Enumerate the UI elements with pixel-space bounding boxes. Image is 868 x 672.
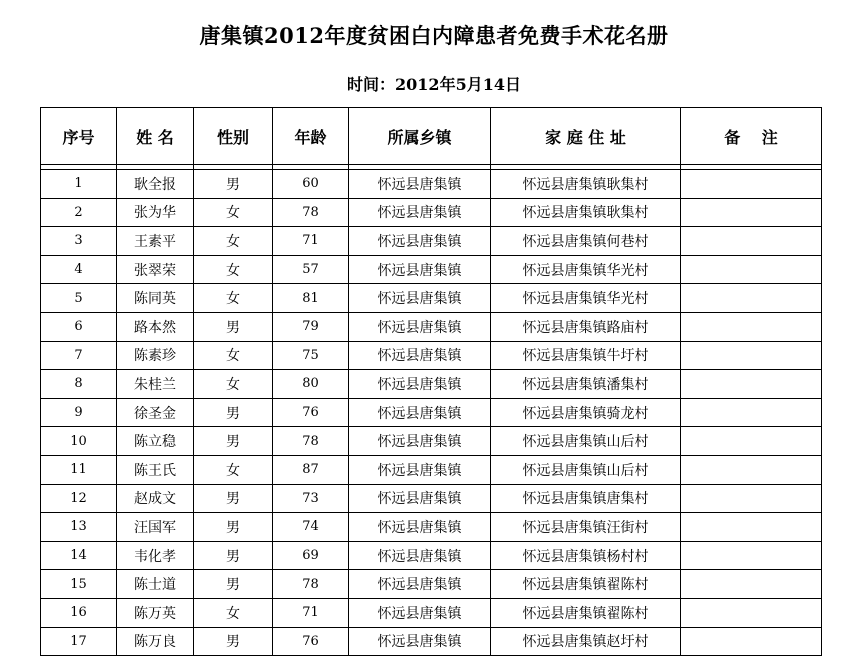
cell-sex: 女 bbox=[194, 370, 273, 399]
cell-no: 7 bbox=[41, 341, 117, 370]
cell-note bbox=[681, 198, 822, 227]
document-title: 唐集镇2012年度贫困白内障患者免费手术花名册 bbox=[199, 23, 669, 48]
cell-note bbox=[681, 484, 822, 513]
cell-name: 朱桂兰 bbox=[117, 370, 194, 399]
cell-note bbox=[681, 570, 822, 599]
cell-town: 怀远县唐集镇 bbox=[349, 255, 491, 284]
cell-sex: 男 bbox=[194, 484, 273, 513]
table-row bbox=[41, 570, 822, 599]
cell-age: 87 bbox=[273, 455, 349, 484]
cell-town: 怀远县唐集镇 bbox=[349, 484, 491, 513]
cell-note bbox=[681, 255, 822, 284]
cell-name: 王素平 bbox=[117, 227, 194, 256]
table-row bbox=[41, 513, 822, 542]
cell-name: 韦化孝 bbox=[117, 541, 194, 570]
cell-sex: 男 bbox=[194, 541, 273, 570]
cell-address: 怀远县唐集镇华光村 bbox=[491, 255, 681, 284]
cell-note bbox=[681, 227, 822, 256]
cell-sex: 女 bbox=[194, 341, 273, 370]
table-row bbox=[41, 398, 822, 427]
table-row bbox=[41, 312, 822, 341]
cell-note bbox=[681, 312, 822, 341]
cell-age: 71 bbox=[273, 227, 349, 256]
cell-no: 9 bbox=[41, 398, 117, 427]
cell-sex: 女 bbox=[194, 455, 273, 484]
cell-town: 怀远县唐集镇 bbox=[349, 598, 491, 627]
cell-no: 8 bbox=[41, 370, 117, 399]
header-sex: 性别 bbox=[194, 108, 273, 165]
cell-note bbox=[681, 455, 822, 484]
cell-name: 耿全报 bbox=[117, 170, 194, 199]
roster-table bbox=[40, 107, 822, 656]
cell-address: 怀远县唐集镇山后村 bbox=[491, 427, 681, 456]
cell-no: 14 bbox=[41, 541, 117, 570]
cell-age: 76 bbox=[273, 627, 349, 656]
cell-no: 16 bbox=[41, 598, 117, 627]
cell-address: 怀远县唐集镇路庙村 bbox=[491, 312, 681, 341]
cell-no: 15 bbox=[41, 570, 117, 599]
cell-town: 怀远县唐集镇 bbox=[349, 312, 491, 341]
cell-address: 怀远县唐集镇赵圩村 bbox=[491, 627, 681, 656]
header-note: 备 注 bbox=[681, 108, 822, 165]
header-no: 序号 bbox=[41, 108, 117, 165]
cell-town: 怀远县唐集镇 bbox=[349, 370, 491, 399]
cell-no: 17 bbox=[41, 627, 117, 656]
cell-address: 怀远县唐集镇山后村 bbox=[491, 455, 681, 484]
cell-town: 怀远县唐集镇 bbox=[349, 284, 491, 313]
header-address: 家 庭 住 址 bbox=[491, 108, 681, 165]
cell-sex: 男 bbox=[194, 427, 273, 456]
cell-note bbox=[681, 513, 822, 542]
cell-age: 80 bbox=[273, 370, 349, 399]
cell-town: 怀远县唐集镇 bbox=[349, 198, 491, 227]
table-row bbox=[41, 598, 822, 627]
cell-note bbox=[681, 598, 822, 627]
cell-town: 怀远县唐集镇 bbox=[349, 341, 491, 370]
cell-sex: 男 bbox=[194, 570, 273, 599]
table-row bbox=[41, 284, 822, 313]
cell-name: 汪国军 bbox=[117, 513, 194, 542]
cell-town: 怀远县唐集镇 bbox=[349, 455, 491, 484]
cell-note bbox=[681, 170, 822, 199]
cell-age: 78 bbox=[273, 198, 349, 227]
cell-age: 69 bbox=[273, 541, 349, 570]
cell-name: 陈同英 bbox=[117, 284, 194, 313]
cell-name: 陈万良 bbox=[117, 627, 194, 656]
cell-note bbox=[681, 398, 822, 427]
cell-name: 路本然 bbox=[117, 312, 194, 341]
cell-town: 怀远县唐集镇 bbox=[349, 513, 491, 542]
cell-no: 5 bbox=[41, 284, 117, 313]
cell-note bbox=[681, 427, 822, 456]
cell-address: 怀远县唐集镇唐集村 bbox=[491, 484, 681, 513]
cell-age: 78 bbox=[273, 570, 349, 599]
table-row bbox=[41, 484, 822, 513]
cell-note bbox=[681, 284, 822, 313]
cell-no: 6 bbox=[41, 312, 117, 341]
cell-note bbox=[681, 370, 822, 399]
header-age: 年龄 bbox=[273, 108, 349, 165]
cell-name: 张为华 bbox=[117, 198, 194, 227]
cell-town: 怀远县唐集镇 bbox=[349, 570, 491, 599]
cell-name: 陈士道 bbox=[117, 570, 194, 599]
table-row bbox=[41, 255, 822, 284]
cell-age: 75 bbox=[273, 341, 349, 370]
cell-town: 怀远县唐集镇 bbox=[349, 541, 491, 570]
table-row bbox=[41, 541, 822, 570]
cell-address: 怀远县唐集镇翟陈村 bbox=[491, 598, 681, 627]
table-row bbox=[41, 341, 822, 370]
table-row bbox=[41, 427, 822, 456]
cell-age: 73 bbox=[273, 484, 349, 513]
header-name: 姓 名 bbox=[117, 108, 194, 165]
cell-sex: 男 bbox=[194, 398, 273, 427]
cell-address: 怀远县唐集镇汪街村 bbox=[491, 513, 681, 542]
table-row bbox=[41, 198, 822, 227]
cell-age: 76 bbox=[273, 398, 349, 427]
cell-age: 79 bbox=[273, 312, 349, 341]
cell-address: 怀远县唐集镇翟陈村 bbox=[491, 570, 681, 599]
cell-age: 60 bbox=[273, 170, 349, 199]
cell-no: 3 bbox=[41, 227, 117, 256]
cell-town: 怀远县唐集镇 bbox=[349, 627, 491, 656]
header-town: 所属乡镇 bbox=[349, 108, 491, 165]
cell-sex: 男 bbox=[194, 170, 273, 199]
cell-address: 怀远县唐集镇耿集村 bbox=[491, 170, 681, 199]
table-row bbox=[41, 170, 822, 199]
cell-no: 2 bbox=[41, 198, 117, 227]
cell-no: 13 bbox=[41, 513, 117, 542]
cell-note bbox=[681, 341, 822, 370]
cell-town: 怀远县唐集镇 bbox=[349, 398, 491, 427]
cell-sex: 女 bbox=[194, 598, 273, 627]
cell-age: 78 bbox=[273, 427, 349, 456]
cell-name: 张翠荣 bbox=[117, 255, 194, 284]
cell-name: 陈立稳 bbox=[117, 427, 194, 456]
table-header-row bbox=[41, 108, 822, 165]
cell-town: 怀远县唐集镇 bbox=[349, 427, 491, 456]
cell-address: 怀远县唐集镇潘集村 bbox=[491, 370, 681, 399]
table-row bbox=[41, 455, 822, 484]
cell-no: 11 bbox=[41, 455, 117, 484]
cell-sex: 女 bbox=[194, 284, 273, 313]
cell-name: 赵成文 bbox=[117, 484, 194, 513]
table-row bbox=[41, 227, 822, 256]
cell-address: 怀远县唐集镇骑龙村 bbox=[491, 398, 681, 427]
cell-name: 陈王氏 bbox=[117, 455, 194, 484]
cell-age: 71 bbox=[273, 598, 349, 627]
cell-address: 怀远县唐集镇何巷村 bbox=[491, 227, 681, 256]
cell-town: 怀远县唐集镇 bbox=[349, 170, 491, 199]
cell-note bbox=[681, 541, 822, 570]
cell-note bbox=[681, 627, 822, 656]
cell-address: 怀远县唐集镇牛圩村 bbox=[491, 341, 681, 370]
cell-address: 怀远县唐集镇杨村村 bbox=[491, 541, 681, 570]
cell-name: 陈素珍 bbox=[117, 341, 194, 370]
cell-age: 74 bbox=[273, 513, 349, 542]
cell-age: 57 bbox=[273, 255, 349, 284]
cell-sex: 男 bbox=[194, 513, 273, 542]
cell-sex: 女 bbox=[194, 255, 273, 284]
table-row bbox=[41, 370, 822, 399]
cell-name: 陈万英 bbox=[117, 598, 194, 627]
cell-age: 81 bbox=[273, 284, 349, 313]
cell-address: 怀远县唐集镇华光村 bbox=[491, 284, 681, 313]
cell-sex: 男 bbox=[194, 627, 273, 656]
document-date: 时间：2012年5月14日 bbox=[347, 75, 521, 94]
cell-no: 12 bbox=[41, 484, 117, 513]
cell-sex: 女 bbox=[194, 198, 273, 227]
cell-name: 徐圣金 bbox=[117, 398, 194, 427]
cell-no: 1 bbox=[41, 170, 117, 199]
table-row bbox=[41, 627, 822, 656]
cell-address: 怀远县唐集镇耿集村 bbox=[491, 198, 681, 227]
cell-no: 4 bbox=[41, 255, 117, 284]
cell-no: 10 bbox=[41, 427, 117, 456]
cell-town: 怀远县唐集镇 bbox=[349, 227, 491, 256]
cell-sex: 女 bbox=[194, 227, 273, 256]
cell-sex: 男 bbox=[194, 312, 273, 341]
